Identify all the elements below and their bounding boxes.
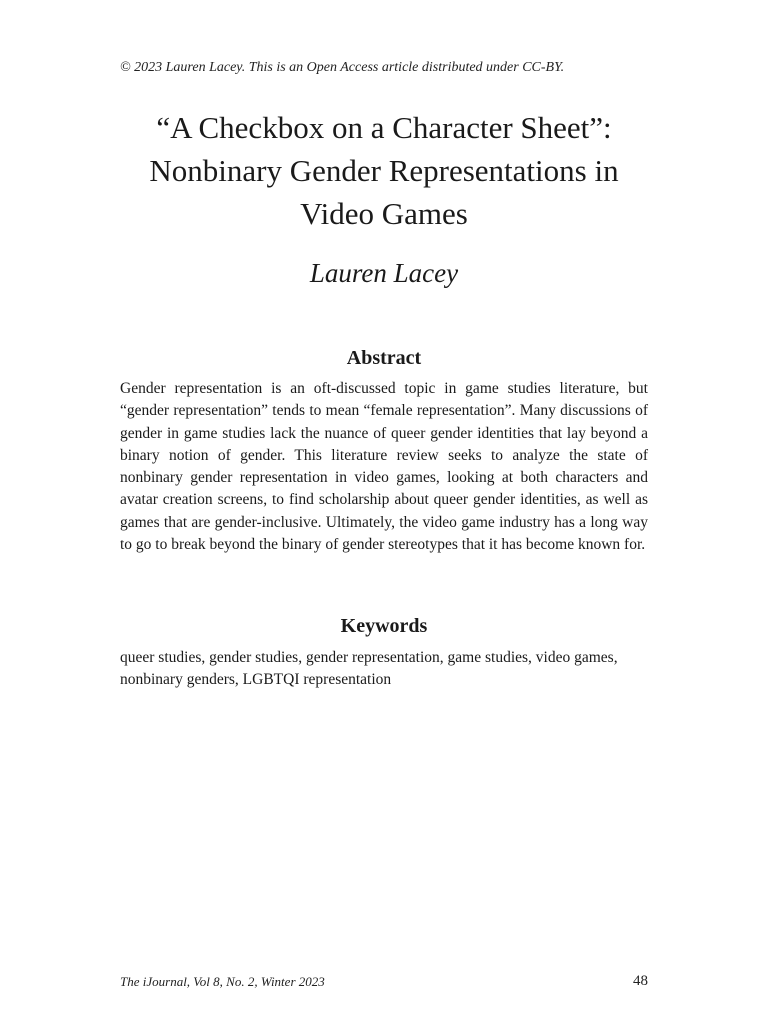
title-line-1: “A Checkbox on a Character Sheet”: bbox=[156, 110, 612, 145]
page-number: 48 bbox=[633, 973, 648, 989]
journal-citation: The iJournal, Vol 8, No. 2, Winter 2023 bbox=[120, 974, 325, 989]
abstract-text: Gender representation is an oft-discussed topic in game studies literature, but “gender representation” tends to mean “female representation”. Many discussions of gender in game studies lack the nuance of queer gender identities that lay beyond a binary notion of gender. This literature review seeks to analyze the state of nonbinary gender representation in video games, looking at both characters and avatar creation screens, to find scholarship about queer gender identities, as well as games that are gender-inclusive. Ultimately, the video game industry has a long way to go to break beyond the binary of gender stereotypes that it has become known for. bbox=[120, 380, 648, 554]
article-title bbox=[100, 106, 668, 235]
keywords-heading: Keywords bbox=[340, 615, 428, 637]
title-line-3: Video Games bbox=[300, 196, 468, 231]
author-name: Lauren Lacey bbox=[309, 258, 459, 288]
abstract-heading: Abstract bbox=[346, 347, 422, 369]
copyright-notice: © 2023 Lauren Lacey. This is an Open Access article distributed under CC-BY. bbox=[120, 60, 565, 75]
keywords-text: queer studies, gender studies, gender representation, game studies, video games, nonbinary genders, LGBTQI representation bbox=[120, 649, 618, 689]
title-line-2: Nonbinary Gender Representations in bbox=[149, 153, 619, 188]
